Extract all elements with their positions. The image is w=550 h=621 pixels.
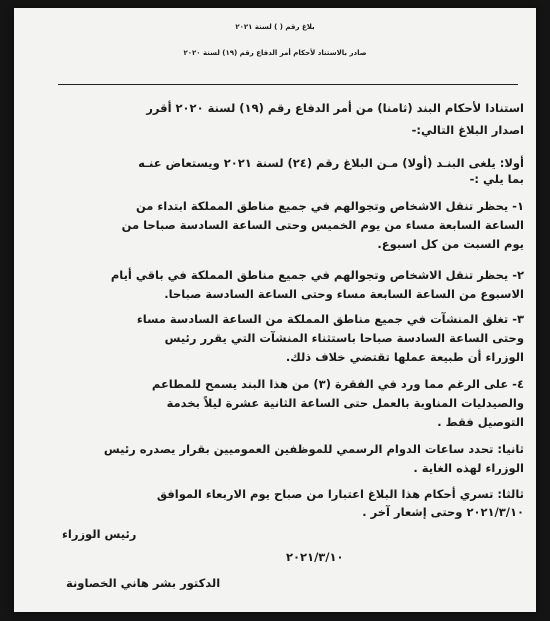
item-3-line-3: الوزراء أن طبيعة عملها تقتضي خلاف ذلك. (285, 350, 524, 364)
item-4-line-2: والصيدليات المناوبة بالعمل حتى الساعة الثانية عشرة ليلاً بخدمة (166, 396, 524, 410)
item-3-line-2: وحتى الساعة السادسة صباحا باستثناء المنشآت التي يقرر رئيس (164, 331, 524, 345)
signature-date: ٢٠٢١/٣/١٠ (286, 550, 344, 564)
intro-line-2: اصدار البلاغ التالي:- (411, 123, 524, 137)
item-1-line-2: الساعة السابعة مساء من يوم الخميس وحتى الساعة السادسة صباحا من (121, 218, 524, 232)
item-1-line-3: يوم السبت من كل اسبوع. (377, 237, 524, 251)
item-3-line-1: ٣- تغلق المنشآت في جميع مناطق المملكة من الساعة السادسة مساء (136, 312, 524, 326)
item-4-line-3: التوصيل فقط . (437, 415, 524, 429)
header-title: بلاغ رقم ( ) لسنة ٢٠٢١ (235, 23, 315, 31)
section-third-line-2: ٢٠٢١/٣/١٠ وحتى إشعار آخر . (362, 505, 524, 519)
section-first-line-1: أولا: يلغى البنـد (أولا) مـن البلاغ رقم (٢٤) لسنة ٢٠٢١ ويستعاض عنـه (138, 156, 524, 170)
section-first-line-2: بما يلي :- (469, 172, 524, 186)
item-2-line-1: ٢- يحظر تنقل الاشخاص وتجوالهم في جميع مناطق المملكة في باقي أيام (110, 268, 524, 282)
item-1-line-1: ١- يحظر تنقل الاشخاص وتجوالهم في جميع مناطق المملكة ابتداء من (135, 199, 524, 213)
section-third-line-1: ثالثا: تسري أحكام هذا البلاغ اعتبارا من صباح يوم الاربعاء الموافق (156, 487, 524, 501)
intro-line-1: استنادا لأحكام البند (ثامنا) من أمر الدفاع رقم (١٩) لسنة ٢٠٢٠ أقرر (146, 101, 524, 115)
header-subtitle: صادر بالاستناد لأحكام أمر الدفاع رقم (١٩) لسنة ٢٠٢٠ (183, 49, 367, 57)
document-page (14, 8, 536, 612)
item-4-line-1: ٤- على الرغم مما ورد في الفقرة (٣) من هذا البند يسمح للمطاعم (151, 377, 524, 391)
signature-name: الدكتور بشر هاني الخصاونة (66, 576, 221, 590)
header-divider (58, 84, 518, 85)
section-second-line-2: الوزراء لهذه الغاية . (413, 461, 524, 475)
section-second-line-1: ثانيا: تحدد ساعات الدوام الرسمي للموظفين العموميين بقرار يصدره رئيس (103, 442, 524, 456)
item-2-line-2: الاسبوع من الساعة السابعة مساء وحتى الساعة السادسة صباحا. (164, 287, 524, 301)
signature-title: رئيس الوزراء (62, 527, 137, 541)
